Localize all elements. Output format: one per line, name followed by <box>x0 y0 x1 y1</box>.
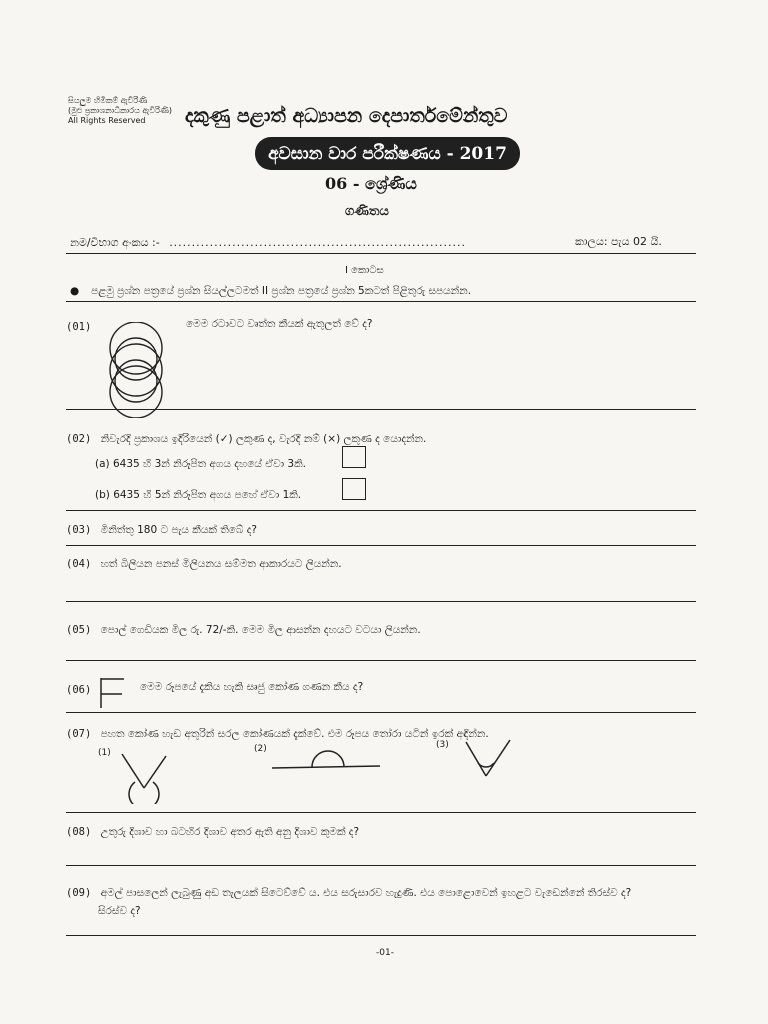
q1-circle-pattern <box>96 322 176 418</box>
copyright-line1: සියලුම හිමිකම් ඇවිරිණි <box>68 96 148 105</box>
q2-part-a: (a) 6435 හි 3න් නිරූපිත අගය දහයේ ඒවා 3කි. <box>95 458 306 470</box>
q2-number: (02) <box>66 433 92 445</box>
subject-label: ගණිතය <box>345 204 389 219</box>
q3 <box>66 524 257 537</box>
q2-rule <box>66 510 696 511</box>
copyright-en: All Rights Reserved <box>68 116 146 125</box>
grade-label: 06 - ශ්‍රේණිය <box>325 174 417 193</box>
q7-option-3-label: (3) <box>436 740 449 750</box>
section-label: I කොටස <box>345 265 384 276</box>
q2-text: නිවැරදි ප්‍රකාශය ඉදිරියෙන් (✓) ලකුණ ද, වැරදි නම් (×) ලකුණ ද යොදන්න. <box>100 433 427 445</box>
q6-number: (06) <box>66 684 92 696</box>
header-rule <box>66 253 696 254</box>
q3-rule <box>66 545 696 546</box>
name-field-dots: .................................................................. <box>169 236 466 249</box>
q8-text: උතුරු දිශාව හා බටහිර දිශාව අතර ඇති අනු දිශාව කුමක් ද? <box>100 826 360 838</box>
q1-rule <box>66 409 696 410</box>
department-title: දකුණු පළාත් අධ්‍යාපන දෙපාර්තමේන්තුව <box>185 105 508 127</box>
q6 <box>66 684 91 696</box>
q9 <box>66 887 631 900</box>
q4-text: හත් බිලියන පනස් මිලියනය සම්මත ආකාරයට ලියන්න. <box>100 558 342 570</box>
name-field-label: නම/විභාග අංකය :- <box>70 236 160 249</box>
q1 <box>66 321 91 333</box>
q7-option-3-angle[interactable] <box>462 738 514 780</box>
q4 <box>66 558 342 571</box>
page-number: -01- <box>376 948 394 958</box>
q6-figure <box>98 676 128 710</box>
q2-answer-box-a[interactable] <box>342 446 366 468</box>
exam-banner <box>255 137 520 170</box>
q8-rule <box>66 865 696 866</box>
instruction-text <box>70 285 471 298</box>
q1-text: මෙම රටාවට වෘත්ත කීයක් ඇතුලත් වේ ද? <box>186 318 373 330</box>
time-label: කාලය: පැය 02 යි. <box>575 235 662 248</box>
q7-option-2-angle[interactable] <box>270 748 382 772</box>
q7-text: පහත කෝණ හැඩ අතුරින් සරල කෝණයක් දැක්වේ. එම රූපය තෝරා යටින් ඉරක් අඳින්න. <box>100 728 489 740</box>
q5-text: පොල් ගෙඩියක මිල රු. 72/-කි. මෙම මිල ආසන්න දහයට වටයා ලියන්න. <box>100 624 421 636</box>
q7-option-1-angle[interactable] <box>118 752 170 804</box>
q6-text: මෙම රූපයේ දැකිය හැකි සෘජු කෝණ ගණන කීය ද? <box>140 681 364 693</box>
q2 <box>66 433 426 446</box>
copyright-sinhala <box>68 96 172 126</box>
instruction-body: පළමු ප්‍රශ්න පත්‍රයේ ප්‍රශ්න සියල්ලටමත් II ප්‍රශ්න පත්‍රයේ ප්‍රශ්න 5කටත් පිළිතුරු සපයන්න. <box>91 285 472 297</box>
q4-number: (04) <box>66 558 92 570</box>
q9-rule <box>66 935 696 936</box>
bullet-icon: ● <box>70 285 80 297</box>
q5 <box>66 624 421 637</box>
q8 <box>66 826 359 839</box>
q5-rule <box>66 660 696 661</box>
exam-title: අවසාන වාර පරීක්ෂණය - 2017 <box>268 143 507 164</box>
q2-part-b: (b) 6435 හි 5න් නිරූපිත අගය පහේ ඒවා 1කි. <box>95 489 302 501</box>
q7-option-2-label: (2) <box>254 744 267 754</box>
instruction-rule <box>66 301 696 302</box>
q9-text: අමල් පාසලෙන් ලැබුණු අඩ තැලයක් සිටෙව්වේ ය. එය සරුසාරව හැදුණි. එය පොළොවෙන් ඉහළට වැඩෙන්නේ තිරස්ව ද? <box>100 887 632 899</box>
q7-number: (07) <box>66 728 92 740</box>
q3-text: මිනිත්තු 180 ට පැය කීයක් තිබේ ද? <box>100 524 257 536</box>
q1-number: (01) <box>66 321 92 333</box>
q9-number: (09) <box>66 887 92 899</box>
q7-rule <box>66 812 696 813</box>
copyright-line2: (මුළු ප්‍රකාශනාධිකාරය ඇවිරිණි) <box>68 106 173 115</box>
q9-text-continued: සිරස්ව ද? <box>98 905 141 917</box>
q2-answer-box-b[interactable] <box>342 478 366 500</box>
q7-option-1-label: (1) <box>98 748 111 758</box>
q3-number: (03) <box>66 524 92 536</box>
q6-rule <box>66 712 696 713</box>
name-label <box>70 236 466 250</box>
q5-number: (05) <box>66 624 92 636</box>
q8-number: (08) <box>66 826 92 838</box>
q4-rule <box>66 601 696 602</box>
q7 <box>66 728 489 741</box>
